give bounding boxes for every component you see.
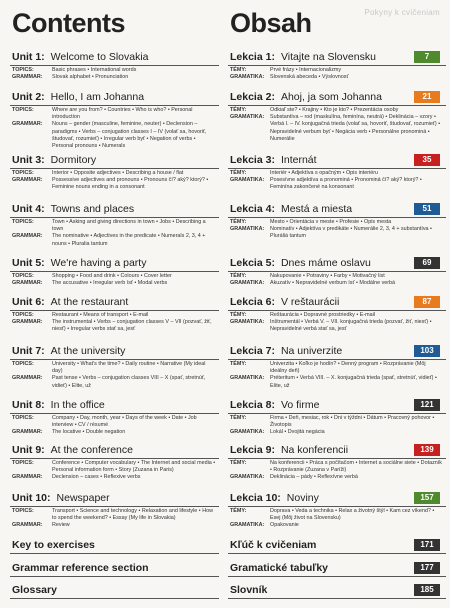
detail-label: GRAMMAR: [12, 121, 43, 128]
detail-text: The accusative • Irregular verb ísť • Modal verbs [52, 280, 168, 287]
detail-label: GRAMMAR: [12, 319, 43, 326]
detail-label: GRAMMAR: [12, 177, 43, 184]
detail-label: TOPICS: [12, 508, 34, 514]
unit-heading[interactable] [0, 203, 219, 215]
sk-back-section-1[interactable] [224, 539, 446, 555]
detail-text: Where are you from? • Countries • Who is who? • Personal introduction [52, 107, 193, 121]
unit-name: Vo firme [280, 399, 320, 411]
unit-heading[interactable] [0, 492, 219, 504]
detail-label: GRAMATIKA: [230, 474, 265, 481]
detail-text: Review [52, 522, 70, 529]
unit-divider [10, 506, 219, 507]
unit-detail-row [0, 74, 219, 81]
unit-heading[interactable] [224, 492, 446, 504]
detail-text: Préteritum • Verbá VIII. – X. konjugačná trieda (spať, stretnúť, vidieť) • Ešte, už [270, 375, 437, 389]
unit-number: Unit 4: [12, 203, 45, 215]
detail-text: Company • Day, month, year • Days of the week • Date • Job interview • CV / résumé [52, 415, 197, 429]
detail-text: Inštrumentál • Verbá V. – VII. konjugačná trieda (pozvať, žiť, niesť) • Nepravidelné verbá stať sa, jesť [270, 319, 432, 333]
unit-number: Lekcia 10: [230, 492, 281, 504]
unit-divider [228, 310, 446, 311]
detail-text: Transport • Science and technology • Relaxation and lifestyle • How to spend the weekend? • Essay (My life in Slovakia) [52, 508, 213, 522]
en-unit-7[interactable] [0, 345, 219, 390]
section-divider [228, 576, 446, 577]
detail-text: Doprava • Veda a technika • Relax a životný štýl • Kam cez víkend? • Esej (Môj život na Slovensku) [270, 508, 435, 522]
unit-detail-row [0, 474, 219, 481]
unit-heading[interactable] [0, 345, 219, 357]
detail-label: TOPICS: [12, 107, 34, 113]
detail-label: GRAMATIKA: [230, 74, 265, 81]
back-section-heading[interactable] [0, 539, 219, 551]
page-number-badge: 87 [414, 296, 440, 308]
detail-label: GRAMMAR: [12, 474, 43, 481]
en-unit-1[interactable] [0, 51, 219, 81]
unit-detail-row [224, 319, 446, 333]
detail-text: Reštaurácia • Dopravné prostriedky • E-mail [270, 312, 376, 318]
unit-detail-row [0, 429, 219, 436]
page-number-badge: 35 [414, 154, 440, 166]
detail-label: TOPICS: [12, 219, 34, 225]
unit-heading[interactable] [0, 51, 219, 63]
unit-divider [228, 271, 446, 272]
unit-divider [10, 65, 219, 66]
unit-detail-row [224, 415, 446, 429]
en-back-section-3[interactable] [0, 584, 219, 600]
unit-heading[interactable] [0, 296, 219, 308]
obsah-title: Obsah [230, 8, 312, 38]
back-section-name: Kľúč k cvičeniam [230, 539, 317, 551]
detail-text: Opakovanie [270, 522, 299, 529]
unit-detail-row [0, 319, 219, 333]
unit-heading[interactable] [224, 399, 446, 411]
unit-name: Dormitory [50, 154, 97, 166]
unit-name: Towns and places [50, 203, 135, 215]
detail-label: TOPICS: [12, 67, 34, 73]
unit-detail-row [224, 460, 446, 474]
detail-label: GRAMATIKA: [230, 177, 265, 184]
unit-detail-row [224, 361, 446, 375]
sk-unit-10[interactable] [224, 492, 446, 530]
detail-label: GRAMMAR: [12, 375, 43, 382]
unit-detail-row [0, 273, 219, 280]
detail-text: Slovenská abeceda • Výslovnosť [270, 74, 349, 81]
unit-detail-row [224, 177, 446, 191]
unit-name: At the restaurant [50, 296, 129, 308]
sk-unit-9[interactable] [224, 444, 446, 482]
unit-name: At the university [50, 345, 126, 357]
detail-text: Past tense • Verbs – conjugation classes VIII – X (spať, stretnúť, vidieť) • Elite, už [52, 375, 206, 389]
unit-divider [228, 359, 446, 360]
unit-detail-row [0, 121, 219, 150]
detail-label: TÉMY: [230, 67, 247, 73]
detail-text: Shopping • Food and drink • Colours • Cover letter [52, 273, 172, 279]
page-number-badge: 139 [414, 444, 440, 456]
back-section-heading[interactable] [0, 562, 219, 574]
unit-heading[interactable] [224, 444, 446, 456]
page-number-badge: 157 [414, 492, 440, 504]
unit-divider [228, 105, 446, 106]
unit-detail-row [224, 375, 446, 389]
unit-detail-row [0, 312, 219, 319]
unit-heading[interactable] [0, 444, 219, 456]
unit-divider [10, 217, 219, 218]
unit-detail-row [0, 177, 219, 191]
unit-number: Lekcia 8: [230, 399, 275, 411]
unit-number: Unit 10: [12, 492, 51, 504]
unit-detail-row [0, 508, 219, 522]
unit-heading[interactable] [224, 154, 446, 166]
detail-text: Na konferencii • Práca s počítačom • Internet a sociálne siete • Dotazník • Rozprávanie (Zuzana v Paríži) [270, 460, 442, 474]
detail-label: GRAMMAR: [12, 522, 43, 529]
sk-unit-4[interactable] [224, 203, 446, 241]
unit-name: Na univerzite [280, 345, 343, 357]
unit-name: In the office [50, 399, 105, 411]
unit-name: At the conference [50, 444, 133, 456]
unit-name: Mestá a miesta [280, 203, 353, 215]
unit-detail-row [0, 219, 219, 233]
unit-name: Ahoj, ja som Johanna [280, 91, 382, 103]
back-section-name: Glossary [12, 584, 57, 596]
page-number-badge: 177 [414, 562, 440, 574]
unit-heading[interactable] [224, 203, 446, 215]
detail-label: TÉMY: [230, 415, 247, 421]
en-unit-2[interactable] [0, 91, 219, 150]
unit-name: We're having a party [50, 257, 147, 269]
sk-unit-7[interactable] [224, 345, 446, 390]
detail-label: GRAMATIKA: [230, 429, 265, 436]
sk-back-section-3[interactable] [224, 584, 446, 600]
unit-detail-row [0, 415, 219, 429]
detail-text: Nominatív • Adjektíva v predikáte • Numerálie 2, 3, 4 + substantíva • Pluráliá tantum [270, 226, 432, 240]
unit-detail-row [0, 233, 219, 247]
unit-heading[interactable] [0, 399, 219, 411]
unit-divider [228, 168, 446, 169]
contents-title: Contents [12, 8, 125, 38]
page-number-badge: 7 [414, 51, 440, 63]
detail-text: Univerzita • Koľko je hodín? • Denný program • Rozprávanie (Môj ideálny deň) [270, 361, 426, 375]
sk-unit-6[interactable] [224, 296, 446, 334]
unit-detail-row [224, 114, 446, 143]
detail-text: University • What's the time? • Daily routine • Narrative (My ideal day) [52, 361, 206, 375]
detail-label: GRAMATIKA: [230, 319, 265, 326]
unit-number: Lekcia 6: [230, 296, 275, 308]
back-section-heading[interactable] [224, 539, 446, 551]
unit-number: Lekcia 1: [230, 51, 275, 63]
unit-divider [10, 168, 219, 169]
detail-label: GRAMMAR: [12, 429, 43, 436]
unit-divider [10, 458, 219, 459]
unit-name: Internát [280, 154, 317, 166]
detail-label: GRAMATIKA: [230, 522, 265, 529]
unit-name: Vitajte na Slovensku [280, 51, 376, 63]
unit-detail-row [0, 460, 219, 474]
unit-detail-row [0, 67, 219, 74]
detail-text: Interior • Opposite adjectives • Describing a house / flat [52, 170, 184, 176]
unit-divider [228, 65, 446, 66]
detail-label: TOPICS: [12, 361, 34, 367]
detail-text: Conference • Computer vocabulary • The Internet and social media • Personal information form • Story (Zuzana in Paris) [52, 460, 216, 474]
detail-text: Interiér • Adjektíva s opačným • Opis interiéru [270, 170, 379, 176]
detail-text: Town • Asking and giving directions in town • Jobs • Describing a town [52, 219, 206, 233]
unit-number: Unit 6: [12, 296, 45, 308]
back-section-heading[interactable] [224, 562, 446, 574]
page-number-badge: 185 [414, 584, 440, 596]
unit-divider [10, 105, 219, 106]
detail-label: GRAMMAR: [12, 280, 43, 287]
section-divider [228, 598, 446, 599]
unit-divider [228, 458, 446, 459]
unit-detail-row [224, 226, 446, 240]
unit-heading[interactable] [224, 91, 446, 103]
sk-unit-8[interactable] [224, 399, 446, 437]
unit-number: Lekcia 2: [230, 91, 275, 103]
detail-text: Mesto • Orientácia v meste • Profesie • Opis mesta [270, 219, 392, 225]
en-unit-6[interactable] [0, 296, 219, 334]
back-section-name: Grammar reference section [12, 562, 149, 574]
unit-divider [228, 506, 446, 507]
en-unit-5[interactable] [0, 257, 219, 287]
sk-unit-5[interactable] [224, 257, 446, 287]
back-section-name: Gramatické tabuľky [230, 562, 329, 574]
detail-text: Posesívne adjektíva a pronominá • Pronominá čí? aký? ktorý? • Feminína zakončené na konsonant [270, 177, 422, 191]
page-number-badge: 103 [414, 345, 440, 357]
detail-label: GRAMMAR: [12, 74, 43, 81]
unit-heading[interactable] [0, 91, 219, 103]
detail-text: Declension – cases • Reflexive verbs [52, 474, 141, 481]
unit-name: Na konferencii [280, 444, 349, 456]
back-section-name: Key to exercises [12, 539, 95, 551]
unit-number: Unit 5: [12, 257, 45, 269]
detail-label: GRAMATIKA: [230, 114, 265, 121]
unit-number: Unit 9: [12, 444, 45, 456]
section-divider [228, 553, 446, 554]
back-section-heading[interactable] [0, 584, 219, 596]
page-number-badge: 121 [414, 399, 440, 411]
detail-label: TOPICS: [12, 312, 34, 318]
detail-label: GRAMATIKA: [230, 375, 265, 382]
detail-text: Possessive adjectives and pronouns • Pronouns čí? aký? ktorý? • Feminine nouns ending in a consonant [52, 177, 209, 191]
unit-detail-row [224, 67, 446, 74]
unit-heading[interactable] [224, 296, 446, 308]
unit-heading[interactable] [0, 154, 219, 166]
unit-heading[interactable] [224, 51, 446, 63]
unit-name: Noviny [286, 492, 319, 504]
unit-detail-row [224, 74, 446, 81]
section-divider [10, 576, 219, 577]
unit-divider [10, 310, 219, 311]
detail-label: GRAMATIKA: [230, 280, 265, 287]
unit-detail-row [0, 522, 219, 529]
page-number-badge: 171 [414, 539, 440, 551]
unit-divider [10, 271, 219, 272]
unit-number: Unit 1: [12, 51, 45, 63]
detail-label: TÉMY: [230, 508, 247, 514]
unit-heading[interactable] [224, 257, 446, 269]
unit-divider [10, 359, 219, 360]
unit-name: Dnes máme oslavu [280, 257, 371, 269]
detail-text: The locative • Double negation [52, 429, 126, 436]
unit-number: Lekcia 4: [230, 203, 275, 215]
unit-number: Unit 3: [12, 154, 45, 166]
unit-divider [228, 413, 446, 414]
detail-label: GRAMATIKA: [230, 226, 265, 233]
detail-text: Slovak alphabet • Pronunciation [52, 74, 129, 81]
section-divider [10, 553, 219, 554]
unit-detail-row [224, 429, 446, 436]
detail-label: TÉMY: [230, 273, 247, 279]
unit-number: Lekcia 7: [230, 345, 275, 357]
unit-detail-row [0, 280, 219, 287]
detail-text: Basic phrases • International words [52, 67, 137, 73]
en-unit-4[interactable] [0, 203, 219, 248]
unit-detail-row [224, 219, 446, 226]
unit-name: Newspaper [56, 492, 110, 504]
detail-text: Odkiaľ ste? • Krajiny • Kto je kto? • Prezentácia osoby [270, 107, 399, 113]
unit-name: Hello, I am Johanna [50, 91, 145, 103]
detail-text: Nakupovanie • Potraviny • Farby • Motivačný list [270, 273, 385, 279]
unit-detail-row [224, 312, 446, 319]
detail-text: Nouns – gender (masculine, feminine, neuter) • Declension – paradigms • Verbs – conjugation classes I – IV (volať sa, hovoriť, študovať, rozumieť) • Irregular verb byť • Negation of verbs • Personal pronouns • Numerals [52, 121, 207, 150]
page-number-badge: 21 [414, 91, 440, 103]
detail-text: The instrumental • Verbs – conjugation classes V – VII (pozvať, žiť, niesť) • Irregular verbs stať sa, jesť [52, 319, 212, 333]
unit-name: Welcome to Slovakia [50, 51, 149, 63]
detail-label: TÉMY: [230, 219, 247, 225]
detail-label: TÉMY: [230, 312, 247, 318]
section-divider [10, 598, 219, 599]
detail-label: TOPICS: [12, 170, 34, 176]
detail-text: Substantíva – rod (maskulína, feminína, neutrá) • Deklinácia – vzory • Verbá I. – IV. konjugačná trieda (volať sa, hovoriť, študovať, rozumieť) • Nepravidelné verbum byť • Negácia verb • Personálne pronominá • Numerálie [270, 114, 441, 142]
unit-number: Lekcia 9: [230, 444, 275, 456]
unit-detail-row [224, 474, 446, 481]
detail-label: TOPICS: [12, 273, 34, 279]
english-column [0, 0, 219, 608]
en-unit-3[interactable] [0, 154, 219, 192]
detail-text: Deklinácia – pády • Reflexívne verbá [270, 474, 358, 481]
detail-label: TOPICS: [12, 415, 34, 421]
detail-text: Restaurant • Means of transport • E-mail [52, 312, 149, 318]
unit-number: Unit 7: [12, 345, 45, 357]
detail-label: TÉMY: [230, 460, 247, 466]
unit-detail-row [0, 361, 219, 375]
detail-label: TÉMY: [230, 170, 247, 176]
detail-label: GRAMMAR: [12, 233, 43, 240]
en-back-section-2[interactable] [0, 562, 219, 578]
unit-number: Unit 8: [12, 399, 45, 411]
unit-divider [10, 413, 219, 414]
unit-detail-row [0, 375, 219, 389]
sk-back-section-2[interactable] [224, 562, 446, 578]
detail-text: Prvé frázy • Internacionalizmy [270, 67, 342, 73]
unit-heading[interactable] [224, 345, 446, 357]
unit-detail-row [224, 170, 446, 177]
detail-label: TÉMY: [230, 107, 247, 113]
en-unit-8[interactable] [0, 399, 219, 437]
unit-detail-row [224, 508, 446, 522]
sk-unit-3[interactable] [224, 154, 446, 192]
back-section-name: Slovník [230, 584, 268, 596]
unit-detail-row [0, 107, 219, 121]
sk-unit-2[interactable] [224, 91, 446, 143]
en-unit-10[interactable] [0, 492, 219, 530]
en-unit-9[interactable] [0, 444, 219, 482]
sk-unit-1[interactable] [224, 51, 446, 81]
unit-detail-row [224, 273, 446, 280]
en-back-section-1[interactable] [0, 539, 219, 555]
unit-detail-row [0, 170, 219, 177]
detail-text: Lokál • Dvojitá negácia [270, 429, 325, 436]
unit-heading[interactable] [0, 257, 219, 269]
unit-detail-row [224, 107, 446, 114]
detail-text: The nominative • Adjectives in the predicate • Numerals 2, 3, 4 + nouns • Pluralia tantum [52, 233, 206, 247]
detail-text: Firma • Deň, mesiac, rok • Dni v týždni • Dátum • Pracovný pohovor • Životopis [270, 415, 435, 429]
unit-detail-row [224, 522, 446, 529]
page-number-badge: 51 [414, 203, 440, 215]
unit-detail-row [224, 280, 446, 287]
unit-number: Lekcia 5: [230, 257, 275, 269]
ghost-header-text: Pokyny k cvičeniam [364, 8, 440, 17]
back-section-heading[interactable] [224, 584, 446, 596]
unit-divider [228, 217, 446, 218]
detail-label: TÉMY: [230, 361, 247, 367]
unit-number: Lekcia 3: [230, 154, 275, 166]
page-number-badge: 69 [414, 257, 440, 269]
unit-name: V reštaurácii [280, 296, 340, 308]
detail-text: Akuzatív • Nepravidelné verbum ísť • Modálne verbá [270, 280, 396, 287]
unit-number: Unit 2: [12, 91, 45, 103]
detail-label: TOPICS: [12, 460, 34, 466]
slovak-column [224, 0, 446, 608]
